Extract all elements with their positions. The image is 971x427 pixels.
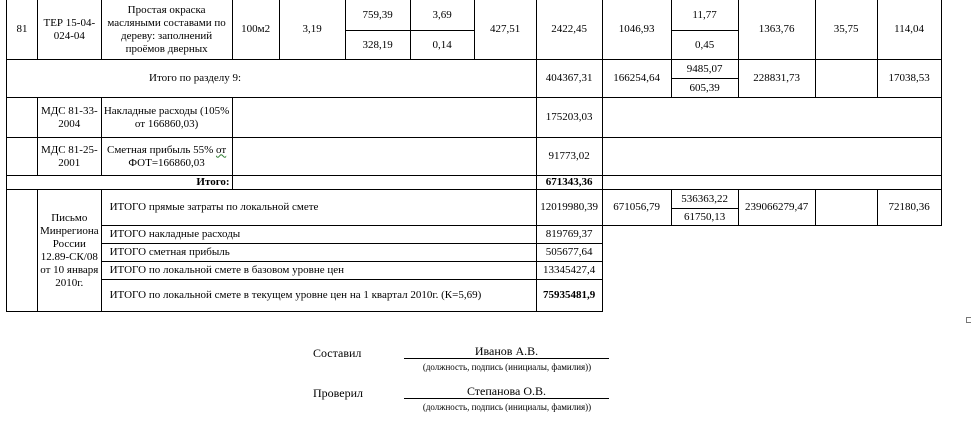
empty-cell <box>602 98 941 138</box>
summary-basis: Письмо Минрегиона России 12.89-СК/08 от 10 января 2010г. <box>38 190 102 312</box>
empty-cell <box>815 190 877 226</box>
section-total-value: 404367,31 <box>536 60 602 98</box>
row-unit: 100м2 <box>232 0 279 60</box>
checked-label: Проверил <box>313 386 363 400</box>
summary-overhead-label: ИТОГО накладные расходы <box>101 226 536 244</box>
table-row <box>7 0 942 31</box>
checked-name: Степанова О.В. <box>404 384 609 399</box>
profit-code: МДС 81-25-2001 <box>38 138 102 176</box>
row-code: ТЕР 15-04-024-04 <box>38 0 102 60</box>
itogo-value: 671343,36 <box>536 176 602 190</box>
row-name: Простая окраска масляными составами по дереву: заполнений проёмов дверных <box>101 0 232 60</box>
summary-overhead-value: 819769,37 <box>536 226 602 244</box>
row-labor-total: 114,04 <box>877 0 941 60</box>
composed-label: Составил <box>313 346 362 360</box>
section-total-wages: 166254,64 <box>602 60 671 98</box>
table-row <box>7 60 942 79</box>
table-row <box>7 138 942 176</box>
summary-direct-materials: 239066279,47 <box>738 190 815 226</box>
itogo-label: Итого: <box>7 176 233 190</box>
summary-direct-machines-bottom: 61750,13 <box>671 209 738 226</box>
table-resize-handle[interactable] <box>966 317 971 323</box>
empty-cell <box>7 98 38 138</box>
section-total-materials: 228831,73 <box>738 60 815 98</box>
composed-name: Иванов А.В. <box>404 344 609 359</box>
row-labor: 35,75 <box>815 0 877 60</box>
summary-direct-value: 12019980,39 <box>536 190 602 226</box>
row-col7: 427,51 <box>474 0 536 60</box>
empty-cell <box>7 138 38 176</box>
row-wages: 1046,93 <box>602 0 671 60</box>
row-unit-price-bottom: 328,19 <box>345 31 410 60</box>
empty-cell <box>602 226 941 312</box>
table-row <box>7 226 942 244</box>
summary-direct-label: ИТОГО прямые затраты по локальной смете <box>101 190 536 226</box>
profit-label-line1: Сметная прибыль 55% <box>107 143 214 156</box>
profit-label-underlined: от <box>216 143 227 156</box>
composed-hint: (должность, подпись (инициалы, фамилия)) <box>422 362 592 372</box>
row-machines-top: 11,77 <box>671 0 738 31</box>
section-total-machines-bottom: 605,39 <box>671 79 738 98</box>
row-machines-bottom: 0,45 <box>671 31 738 60</box>
empty-cell <box>7 190 38 312</box>
empty-cell <box>232 138 536 176</box>
summary-profit-value: 505677,64 <box>536 244 602 262</box>
table-row <box>7 176 942 190</box>
summary-base-value: 13345427,4 <box>536 262 602 280</box>
row-total: 2422,45 <box>536 0 602 60</box>
row-number: 81 <box>7 0 38 60</box>
checked-hint: (должность, подпись (инициалы, фамилия)) <box>422 402 592 412</box>
summary-direct-machines-top: 536363,22 <box>671 190 738 209</box>
empty-cell <box>815 60 877 98</box>
summary-direct-wages: 671056,79 <box>602 190 671 226</box>
table-row <box>7 190 942 209</box>
profit-value: 91773,02 <box>536 138 602 176</box>
profit-label-line2: ФОТ=166860,03 <box>128 156 205 169</box>
empty-cell <box>232 176 536 190</box>
empty-cell <box>232 98 536 138</box>
row-unit-price-top: 759,39 <box>345 0 410 31</box>
summary-current-label: ИТОГО по локальной смете в текущем уровне цен на 1 квартал 2010г. (К=5,69) <box>101 280 536 312</box>
overhead-label: Накладные расходы (105% от 166860,03) <box>101 98 232 138</box>
section-total-machines-top: 9485,07 <box>671 60 738 79</box>
overhead-code: МДС 81-33-2004 <box>38 98 102 138</box>
summary-base-label: ИТОГО по локальной смете в базовом уровне цен <box>101 262 536 280</box>
summary-current-value: 75935481,9 <box>536 280 602 312</box>
summary-profit-label: ИТОГО сметная прибыль <box>101 244 536 262</box>
overhead-value: 175203,03 <box>536 98 602 138</box>
estimate-table <box>6 0 942 312</box>
section-total-label: Итого по разделу 9: <box>7 60 537 98</box>
row-coef-top: 3,69 <box>410 0 474 31</box>
empty-cell <box>602 138 941 176</box>
row-coef-bottom: 0,14 <box>410 31 474 60</box>
section-total-labor: 17038,53 <box>877 60 941 98</box>
row-qty: 3,19 <box>279 0 345 60</box>
summary-direct-labor: 72180,36 <box>877 190 941 226</box>
table-row <box>7 98 942 138</box>
profit-label <box>101 138 232 176</box>
empty-cell <box>602 176 941 190</box>
row-materials: 1363,76 <box>738 0 815 60</box>
